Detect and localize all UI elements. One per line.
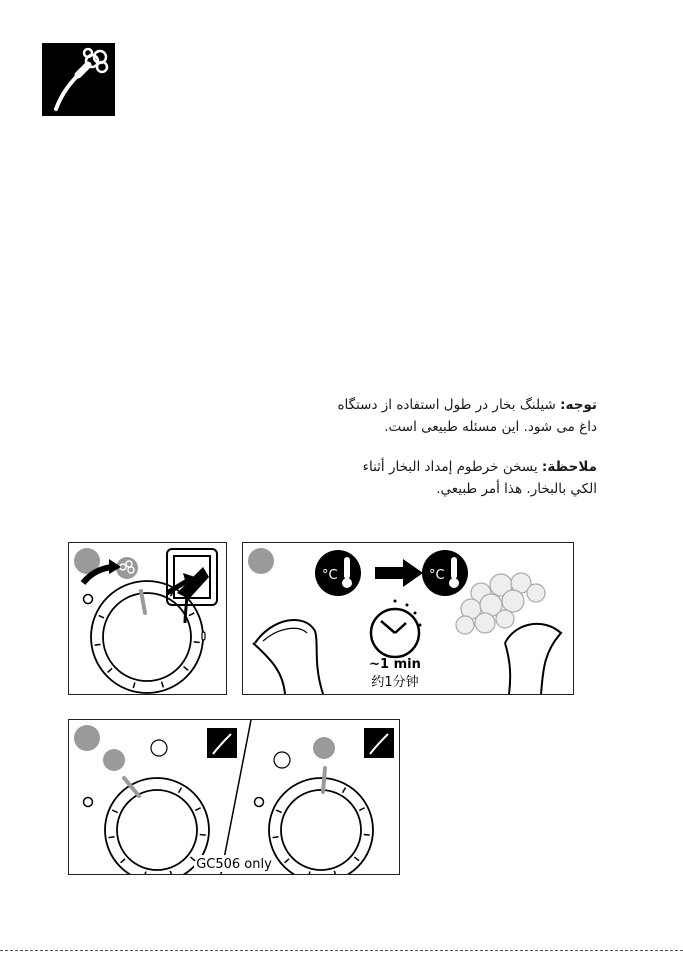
- dial-tick: [354, 857, 359, 861]
- note-line: يسخن خرطوم إمداد البخار أثناء: [362, 459, 538, 475]
- arrow-icon: [375, 559, 423, 587]
- dial-tick: [276, 810, 281, 812]
- step-number-circle: [248, 548, 274, 574]
- step-2-panel: [242, 542, 574, 695]
- temp-unit: °C: [429, 568, 445, 583]
- dial-tick: [359, 808, 364, 811]
- step-1-panel: [68, 542, 227, 695]
- time-label-zh: 约1分钟: [371, 675, 419, 690]
- dial-tick: [200, 834, 206, 835]
- power-light: [255, 798, 264, 807]
- model-label: GC506 only: [196, 857, 272, 872]
- hose-nozzle-right: [505, 624, 561, 694]
- note-label: ملاحظة:: [541, 459, 597, 475]
- dial-tick: [95, 644, 101, 645]
- power-light: [84, 798, 93, 807]
- dial-tick: [334, 871, 336, 874]
- dial-tick: [195, 808, 200, 811]
- dial-tick: [308, 872, 310, 874]
- steam-high-icon: [313, 737, 335, 759]
- dial-ticks: [202, 632, 205, 640]
- dial-tick: [273, 837, 279, 838]
- note-label: توجه:: [560, 397, 597, 413]
- dial-tick: [109, 837, 115, 838]
- dial-tick: [343, 788, 346, 793]
- control-dial: [91, 581, 203, 693]
- dial-tick: [285, 859, 289, 863]
- page-cut-line: [0, 950, 683, 951]
- dial-tick: [170, 871, 172, 874]
- dial-tick: [133, 682, 135, 688]
- dial-tick: [112, 810, 117, 812]
- steam-low-icon: [103, 749, 125, 771]
- dial-tick: [179, 788, 182, 793]
- steam-high-icon: [151, 740, 167, 756]
- dial-tick: [108, 668, 112, 672]
- steam-setting-icon: [116, 557, 138, 579]
- step-number-circle: [74, 725, 100, 751]
- dial-tick: [99, 615, 104, 617]
- temp-unit: °C: [322, 568, 338, 583]
- dial-pointer: [323, 768, 325, 792]
- dial-tick: [189, 613, 194, 616]
- dial-tick: [144, 872, 146, 874]
- note-arabic: [277, 456, 597, 500]
- time-label-en: ~1 min: [369, 657, 421, 672]
- dial-tick: [162, 682, 164, 688]
- dial-tick: [121, 859, 125, 863]
- hose-nozzle-left: [255, 620, 323, 694]
- clock-icon: [371, 600, 422, 658]
- note-farsi: [277, 394, 597, 438]
- dial-tick: [364, 834, 370, 835]
- note-line: الكي بالبخار. هذا أمر طبيعي.: [436, 481, 597, 497]
- steam-low-icon: [274, 752, 290, 768]
- dial-pointer: [141, 591, 145, 613]
- power-light: [84, 595, 93, 604]
- step-3-panel: [68, 719, 400, 875]
- note-line: شیلنگ بخار در طول استفاده از دستگاه: [337, 397, 556, 413]
- dial-tick: [194, 642, 200, 643]
- steam-hose-icon: [42, 43, 115, 116]
- note-line: داغ می شود. این مسئله طبیعی است.: [384, 419, 597, 435]
- dial-tick: [184, 667, 189, 671]
